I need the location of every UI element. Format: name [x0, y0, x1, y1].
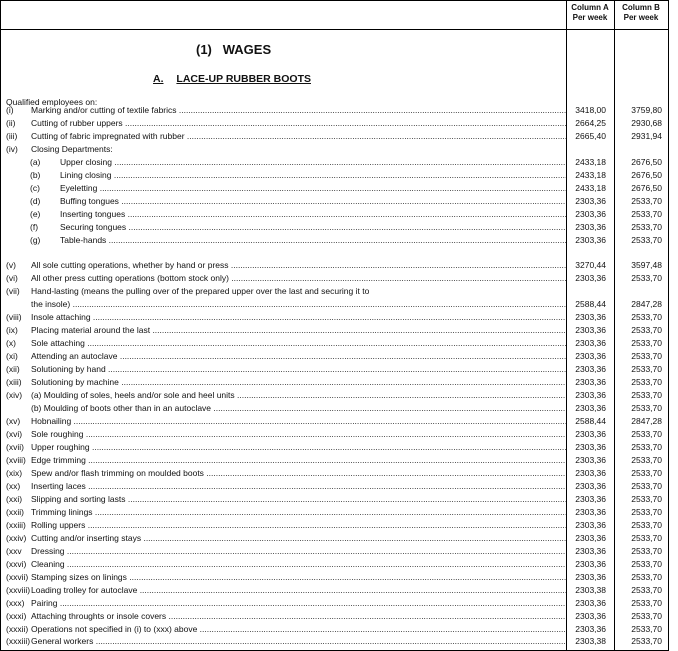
table-row	[0, 363, 678, 376]
table-row	[0, 350, 678, 363]
table-row	[0, 493, 678, 506]
column-a-value: 2303,36	[575, 559, 606, 569]
column-b-value: 2931,94	[631, 131, 662, 141]
row-number: (d)	[30, 196, 41, 206]
table-row	[0, 545, 678, 558]
row-label: Pairing .....	[31, 597, 566, 610]
column-a-value: 2303,36	[575, 494, 606, 504]
column-b-value: 2533,70	[631, 338, 662, 348]
row-number: (v)	[6, 260, 16, 270]
row-label: Rolling uppers .....	[31, 519, 566, 532]
column-b-value: 2533,70	[631, 611, 662, 621]
row-label: Solutioning by machine .....	[31, 376, 566, 389]
table-row	[0, 441, 678, 454]
row-number: (xxxiii)	[6, 636, 31, 646]
row-label: All sole cutting operations, whether by hand or press .....	[31, 259, 566, 272]
row-label: Sole roughing .....	[31, 428, 566, 441]
table-row	[0, 415, 678, 428]
row-label: Upper closing .....	[60, 156, 566, 169]
table-row	[0, 156, 678, 169]
row-number: (a)	[30, 157, 41, 167]
row-label: Marking and/or cutting of textile fabrics .....	[31, 104, 566, 117]
row-number: (xxiv)	[6, 533, 27, 543]
table-row	[0, 402, 678, 415]
row-label: Slipping and sorting lasts .....	[31, 493, 566, 506]
intro-text: Qualified employees on:	[6, 97, 98, 107]
table-row	[0, 376, 678, 389]
column-a-value: 2303,36	[575, 481, 606, 491]
column-a-value: 2303,36	[575, 533, 606, 543]
column-a-value: 2303,36	[575, 273, 606, 283]
row-label: Operations not specified in (i) to (xxx) above .....	[31, 623, 566, 636]
row-label: Buffing tongues .....	[60, 195, 566, 208]
row-number: (xxi)	[6, 494, 23, 504]
row-number: (xxvi)	[6, 559, 27, 569]
column-a-value: 2433,18	[575, 170, 606, 180]
row-number: (xv)	[6, 416, 21, 426]
subsection-title	[153, 73, 311, 85]
row-number: (xviii)	[6, 455, 26, 465]
column-b-value: 2533,70	[631, 507, 662, 517]
column-b-value: 2533,70	[631, 403, 662, 413]
column-b-value: 2533,70	[631, 598, 662, 608]
table-row	[0, 506, 678, 519]
table-row	[0, 324, 678, 337]
column-b-value: 2533,70	[631, 572, 662, 582]
row-number: (xxxii)	[6, 624, 29, 634]
column-b-value: 2533,70	[631, 481, 662, 491]
row-label: Hand-lasting (means the pulling over of the prepared upper over the last and securing it to	[31, 286, 370, 296]
column-a-value: 2303,36	[575, 546, 606, 556]
row-number: (xxx)	[6, 598, 25, 608]
column-a-value: 2303,36	[575, 351, 606, 361]
table-row	[0, 104, 678, 117]
column-b-value: 2533,70	[631, 636, 662, 646]
table-row	[0, 285, 678, 298]
column-a-value: 2303,36	[575, 403, 606, 413]
row-label: All other press cutting operations (bottom stock only) .....	[31, 272, 566, 285]
table-row	[0, 584, 678, 597]
column-a-value: 2303,36	[575, 455, 606, 465]
row-label: Hobnailing .....	[31, 415, 566, 428]
column-b-value: 2533,70	[631, 455, 662, 465]
table-row	[0, 428, 678, 441]
row-label: Spew and/or flash trimming on moulded boots .....	[31, 467, 566, 480]
table-row	[0, 195, 678, 208]
row-label: Attaching throughts or insole covers .....	[31, 610, 566, 623]
column-b-value: 2533,70	[631, 273, 662, 283]
table-row	[0, 467, 678, 480]
column-b-value: 2533,70	[631, 624, 662, 634]
row-number: (b)	[30, 170, 41, 180]
column-b-value: 2533,70	[631, 585, 662, 595]
row-label: Insole attaching .....	[31, 311, 566, 324]
column-a-value: 2433,18	[575, 157, 606, 167]
column-a-value: 2303,36	[575, 390, 606, 400]
row-label: Closing Departments:	[31, 144, 113, 154]
column-b-value: 2533,70	[631, 559, 662, 569]
column-a-value: 2303,38	[575, 585, 606, 595]
row-number: (iv)	[6, 144, 18, 154]
row-label: Eyeletting .....	[60, 182, 566, 195]
row-number: (ii)	[6, 118, 16, 128]
table-row	[0, 571, 678, 584]
column-b-value: 2533,70	[631, 325, 662, 335]
row-label: (b) Moulding of boots other than in an autoclave .....	[31, 402, 566, 415]
column-a-value: 2303,36	[575, 429, 606, 439]
row-label: Attending an autoclave .....	[31, 350, 566, 363]
row-number: (i)	[6, 105, 14, 115]
column-a-value: 2588,44	[575, 416, 606, 426]
column-b-value: 2533,70	[631, 377, 662, 387]
column-b-value: 3759,80	[631, 105, 662, 115]
column-b-value: 2676,50	[631, 183, 662, 193]
column-a-header: Column A Per week	[571, 3, 609, 22]
row-label: Cleaning .....	[31, 558, 566, 571]
row-label: Cutting of fabric impregnated with rubber .....	[31, 130, 566, 143]
header-divider	[0, 29, 669, 30]
row-number: (g)	[30, 235, 41, 245]
column-a-value: 2303,36	[575, 196, 606, 206]
column-b-value: 2533,70	[631, 494, 662, 504]
row-number: (xvii)	[6, 442, 24, 452]
row-label: General workers .....	[31, 635, 566, 648]
column-b-value: 2533,70	[631, 390, 662, 400]
row-label: Dressing .....	[31, 545, 566, 558]
row-number: (xvi)	[6, 429, 23, 439]
table-row	[0, 298, 678, 311]
table-row	[0, 337, 678, 350]
row-label: Lining closing .....	[60, 169, 566, 182]
column-a-value: 2303,36	[575, 598, 606, 608]
row-number: (xxii)	[6, 507, 24, 517]
row-label: Loading trolley for autoclave .....	[31, 584, 566, 597]
row-label: Trimming linings .....	[31, 506, 566, 519]
row-number: (xx)	[6, 481, 21, 491]
row-label: Solutioning by hand .....	[31, 363, 566, 376]
row-number: (xiii)	[6, 377, 22, 387]
column-b-value: 2533,70	[631, 351, 662, 361]
column-a-value: 2303,36	[575, 611, 606, 621]
column-a-value: 2433,18	[575, 183, 606, 193]
row-number: (xix)	[6, 468, 23, 478]
column-b-value: 2676,50	[631, 170, 662, 180]
column-a-value: 2303,36	[575, 209, 606, 219]
column-a-value: 2303,36	[575, 377, 606, 387]
column-a-value: 2303,36	[575, 572, 606, 582]
row-number: (x)	[6, 338, 16, 348]
row-label: Placing material around the last .....	[31, 324, 566, 337]
table-row	[0, 610, 678, 623]
table-row	[0, 272, 678, 285]
table-row	[0, 635, 678, 648]
column-a-value: 2303,36	[575, 235, 606, 245]
row-number: (vii)	[6, 286, 20, 296]
column-b-value: 2533,70	[631, 429, 662, 439]
column-b-value: 2533,70	[631, 442, 662, 452]
row-label: Upper roughing .....	[31, 441, 566, 454]
column-a-value: 2303,36	[575, 312, 606, 322]
column-b-value: 2533,70	[631, 520, 662, 530]
table-row	[0, 311, 678, 324]
column-b-value: 2533,70	[631, 312, 662, 322]
row-number: (xiv)	[6, 390, 23, 400]
row-label: Inserting laces .....	[31, 480, 566, 493]
column-a-value: 2303,36	[575, 442, 606, 452]
table-row	[0, 208, 678, 221]
row-label: Sole attaching .....	[31, 337, 566, 350]
column-b-value: 2533,70	[631, 209, 662, 219]
table-row	[0, 623, 678, 636]
row-label: Edge trimming .....	[31, 454, 566, 467]
column-b-value: 2847,28	[631, 416, 662, 426]
table-row	[0, 221, 678, 234]
row-number: (xxvii)	[6, 572, 29, 582]
table-row	[0, 480, 678, 493]
row-number: (xi)	[6, 351, 18, 361]
row-label: Inserting tongues .....	[60, 208, 566, 221]
table-row	[0, 169, 678, 182]
column-a-value: 2303,36	[575, 364, 606, 374]
subsection-heading: LACE-UP RUBBER BOOTS	[176, 73, 311, 85]
column-a-value: 2303,36	[575, 222, 606, 232]
section-title: (1) WAGES	[196, 42, 272, 57]
row-label: Securing tongues .....	[60, 221, 566, 234]
table-row	[0, 389, 678, 402]
column-a-value: 2664,25	[575, 118, 606, 128]
column-b-value: 2533,70	[631, 533, 662, 543]
row-number: (xxiii)	[6, 520, 26, 530]
column-a-value: 2303,36	[575, 325, 606, 335]
column-b-value: 2533,70	[631, 546, 662, 556]
table-row	[0, 558, 678, 571]
row-label: Cutting of rubber uppers .....	[31, 117, 566, 130]
table-row	[0, 130, 678, 143]
column-b-value: 2533,70	[631, 222, 662, 232]
column-b-value: 2533,70	[631, 196, 662, 206]
column-a-value: 3270,44	[575, 260, 606, 270]
row-number: (xxv	[6, 546, 22, 556]
column-b-value: 2676,50	[631, 157, 662, 167]
row-label: Table-hands .....	[60, 234, 566, 247]
table-row	[0, 117, 678, 130]
table-row	[0, 532, 678, 545]
column-a-value: 2665,40	[575, 131, 606, 141]
column-b-header: Column B Per week	[622, 3, 660, 22]
row-number: (xii)	[6, 364, 20, 374]
row-number: (xxviii)	[6, 585, 31, 595]
row-number: (c)	[30, 183, 40, 193]
column-b-value: 2533,70	[631, 364, 662, 374]
table-row	[0, 519, 678, 532]
column-a-value: 2303,38	[575, 636, 606, 646]
row-number: (viii)	[6, 312, 22, 322]
table-row	[0, 454, 678, 467]
table-row	[0, 234, 678, 247]
column-a-value: 2303,36	[575, 338, 606, 348]
column-b-value: 2533,70	[631, 468, 662, 478]
column-b-value: 3597,48	[631, 260, 662, 270]
table-row	[0, 259, 678, 272]
row-label: (a) Moulding of soles, heels and/or sole and heel units .....	[31, 389, 566, 402]
table-row	[0, 597, 678, 610]
row-number: (e)	[30, 209, 41, 219]
column-a-value: 2303,36	[575, 624, 606, 634]
row-label: Stamping sizes on linings .....	[31, 571, 566, 584]
subsection-number: A.	[153, 73, 164, 85]
row-label: the insole) .....	[31, 298, 566, 311]
row-number: (f)	[30, 222, 39, 232]
row-number: (ix)	[6, 325, 18, 335]
row-number: (iii)	[6, 131, 18, 141]
column-a-value: 2303,36	[575, 468, 606, 478]
column-a-value: 2303,36	[575, 507, 606, 517]
table-row	[0, 182, 678, 195]
column-b-value: 2533,70	[631, 235, 662, 245]
table-top-border	[0, 0, 669, 1]
row-label: Cutting and/or inserting stays .....	[31, 532, 566, 545]
column-b-value: 2847,28	[631, 299, 662, 309]
column-b-value: 2930,68	[631, 118, 662, 128]
column-a-value: 2303,36	[575, 520, 606, 530]
column-a-value: 2588,44	[575, 299, 606, 309]
row-number: (vi)	[6, 273, 18, 283]
column-a-value: 3418,00	[575, 105, 606, 115]
row-number: (xxxi)	[6, 611, 27, 621]
table-row	[0, 143, 678, 156]
